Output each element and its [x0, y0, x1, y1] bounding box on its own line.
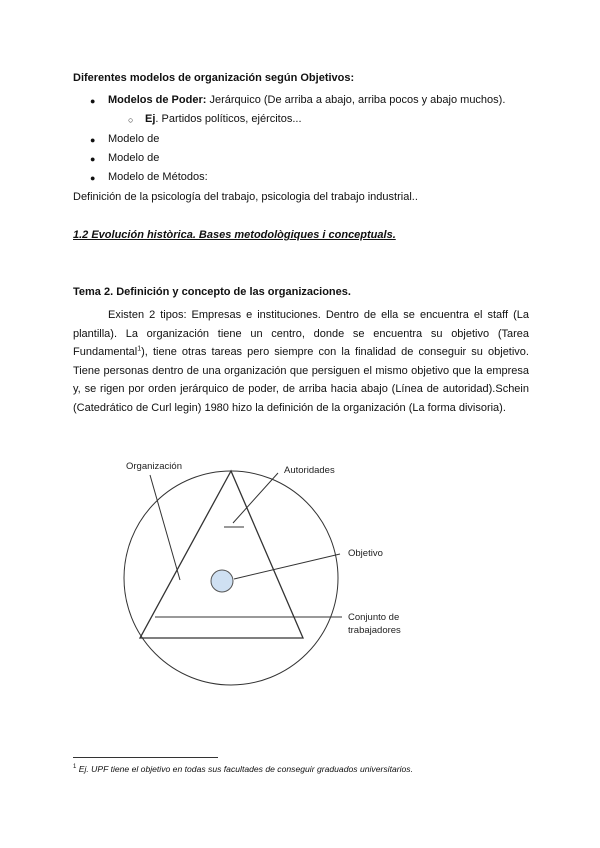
- bullet-icon: ●: [90, 135, 96, 145]
- bullet-icon: ●: [90, 154, 96, 164]
- model-item-power-label: Modelos de Poder:: [108, 94, 207, 106]
- definition-line: Definición de la psicología del trabajo, psicologia del trabajo industrial..: [73, 191, 418, 203]
- footnote-ref[interactable]: 1: [137, 345, 142, 353]
- body-paragraph: [73, 306, 529, 418]
- model-example-text: . Partidos políticos, ejércitos...: [155, 113, 302, 125]
- section-title: 1.2 Evolución històrica. Bases metodològiques i conceptuals.: [73, 229, 396, 241]
- label-objetivo: Objetivo: [348, 548, 383, 559]
- bullet-icon: ●: [90, 173, 96, 183]
- model-item-power: [108, 94, 505, 106]
- label-conjunto-2: trabajadores: [348, 625, 401, 636]
- organization-diagram: [110, 455, 440, 705]
- footnote: [73, 764, 413, 774]
- sub-bullet-icon: ○: [128, 115, 134, 125]
- models-heading: Diferentes modelos de organización según Objetivos:: [73, 72, 355, 84]
- model-item-methods: Modelo de Métodos:: [108, 171, 208, 183]
- model-example: [145, 113, 302, 125]
- label-autoridades: Autoridades: [284, 465, 335, 476]
- model-item-power-text: Jerárquico (De arriba a abajo, arriba pocos y abajo muchos).: [206, 94, 506, 106]
- label-conjunto-1: Conjunto de: [348, 612, 400, 623]
- bullet-icon: ●: [90, 96, 96, 106]
- model-item-2: Modelo de: [108, 133, 160, 145]
- organizacion-leader-line: [150, 475, 180, 580]
- footnote-separator: [73, 757, 218, 758]
- hierarchy-triangle: [140, 471, 303, 638]
- autoridades-leader-line: [233, 473, 278, 523]
- model-item-3: Modelo de: [108, 152, 160, 164]
- topic-title: Tema 2. Definición y concepto de las organizaciones.: [73, 286, 351, 298]
- objective-circle: [211, 570, 233, 592]
- paragraph-part-1: Existen 2 tipos: Empresas e instituciones. Dentro de ella se encuentra el staff (La plantilla). La organización tiene un centro, donde se encuentra su objetivo (Tarea Fundamental: [73, 309, 529, 359]
- label-organizacion: Organización: [126, 461, 182, 472]
- footnote-number: 1: [73, 764, 77, 771]
- objetivo-leader-line: [234, 554, 340, 579]
- footnote-text: Ej. UPF tiene el objetivo en todas sus facultades de conseguir graduados universitarios.: [76, 764, 413, 774]
- model-example-label: Ej: [145, 113, 156, 125]
- paragraph-part-2: ), tiene otras tareas pero siempre con la finalidad de conseguir su objetivo. Tiene personas dentro de una organización que persiguen el mismo objetivo que la empresa y, se rigen por orden jerárquico de poder, de arriba hacia abajo (Línea de autoridad).Schein (Catedrático de Curl legin) 1980 hizo la definición de la organización (La forma divisoria).: [73, 346, 529, 414]
